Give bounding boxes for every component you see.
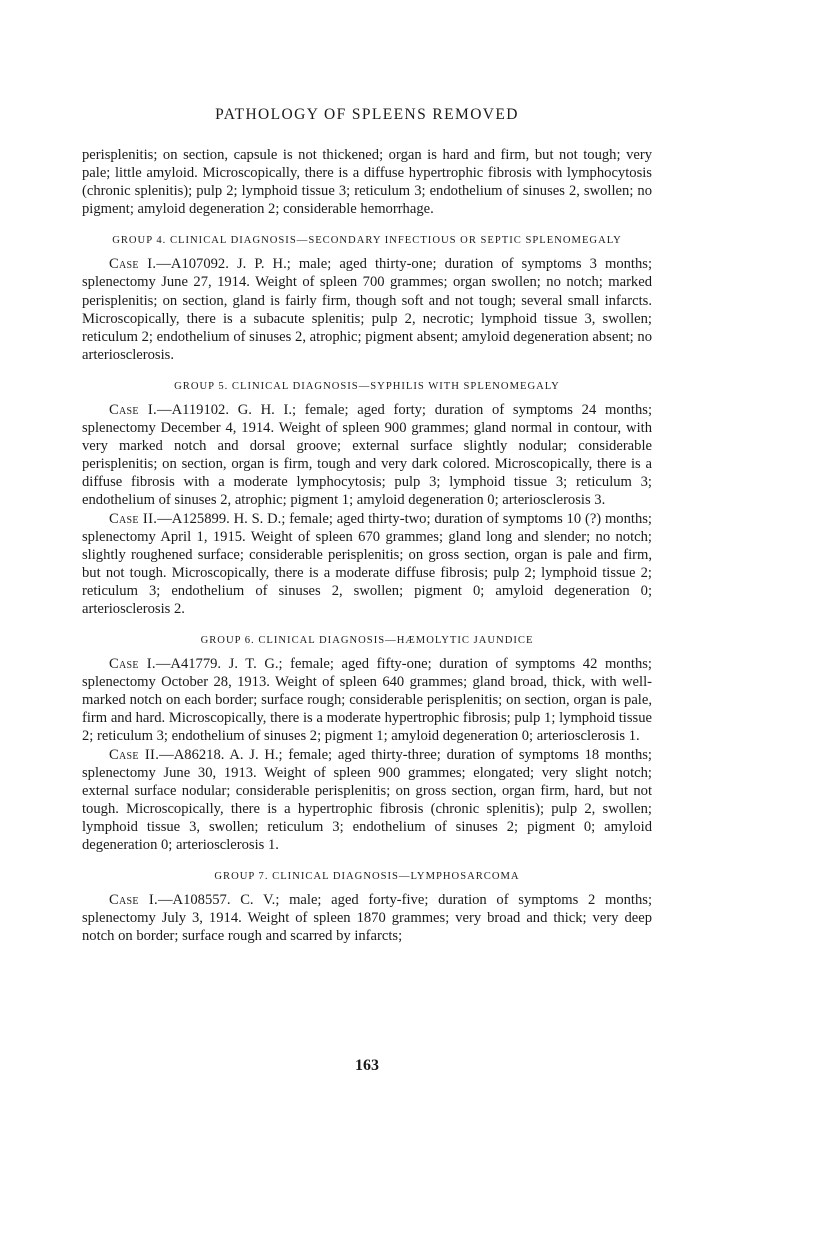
case-label: Case II. (109, 510, 158, 527)
case-paragraph (82, 401, 652, 510)
case-paragraph (82, 255, 652, 364)
group-section (82, 235, 652, 364)
case-text: —A41779. J. T. G.; female; aged fifty-one; duration of symptoms 42 months; splenectomy October 28, 1913. Weight of spleen 640 grammes; gland broad, thick, with well-marked notch on each border; surface rough; considerable perisplenitis; on section, organ is pale, firm and hard. Microscopically, there is a moderate hypertrophic fibrosis; pulp 1; lymphoid tissue 2; reticulum 3; endothelium of sinuses 2; pigment 1; amyloid degeneration 0; arteriosclerosis 1. (82, 656, 652, 745)
case-label: Case I. (109, 401, 157, 418)
group-section (82, 381, 652, 618)
case-paragraph (82, 655, 652, 745)
case-text: —A125899. H. S. D.; female; aged thirty-two; duration of symptoms 10 (?) months; splenectomy April 1, 1915. Weight of spleen 670 grammes; gland long and slender; no notch; slightly roughened surface; considerable perisplenitis; on gross section, organ is pale and firm, but not tough. Microscopically, there is a moderate diffuse fibrosis; pulp 2; lymphoid tissue 2; reticulum 3; endothelium of sinuses 2, swollen; pigment 0; amyloid degeneration 0; arteriosclerosis 2. (82, 510, 652, 617)
case-paragraph (82, 891, 652, 945)
group-heading: GROUP 7. CLINICAL DIAGNOSIS—LYMPHOSARCOMA (214, 871, 520, 883)
group-heading: GROUP 6. CLINICAL DIAGNOSIS—HÆMOLYTIC JAUNDICE (200, 635, 534, 647)
case-label: Case I. (109, 256, 157, 273)
page-number: 163 (355, 1057, 379, 1074)
case-text: —A108557. C. V.; male; aged forty-five; duration of symptoms 2 months; splenectomy July 3, 1914. Weight of spleen 1870 grammes; very broad and thick; very deep notch on border; surface rough and scarred by infarcts; (82, 892, 652, 945)
continuation-paragraph: perisplenitis; on section, capsule is not thickened; organ is hard and firm, but not tough; very pale; little amyloid. Microscopically, there is a diffuse hypertrophic fibrosis with lymphocytosis (chronic splenitis); pulp 2; lymphoid tissue 3; reticulum 3; endothelium of sinuses 2, swollen; no pigment; amyloid degeneration 2; considerable hemorrhage. (82, 147, 652, 218)
case-label: Case I. (109, 892, 158, 909)
case-paragraph (82, 746, 652, 855)
group-section (82, 635, 652, 854)
group-heading: GROUP 4. CLINICAL DIAGNOSIS—SECONDARY INFECTIOUS OR SEPTIC SPLENOMEGALY (112, 235, 622, 247)
running-head: PATHOLOGY OF SPLEENS REMOVED (215, 106, 519, 123)
case-paragraph (82, 510, 652, 619)
body-text (82, 146, 652, 945)
case-label: Case I. (109, 656, 156, 673)
group-heading: GROUP 5. CLINICAL DIAGNOSIS—SYPHILIS WITH SPLENOMEGALY (174, 380, 560, 392)
case-text: —A107092. J. P. H.; male; aged thirty-one; duration of symptoms 3 months; splenectomy June 27, 1914. Weight of spleen 700 grammes; organ swollen; no notch; marked perisplenitis; on section, gland is fairly firm, though soft and not tough; several small infarcts. Microscopically, there is a subacute splenitis; pulp 2, necrotic; lymphoid tissue 3, swollen; reticulum 2; endothelium of sinuses 2, atrophic; pigment absent; amyloid degeneration absent; no arteriosclerosis. (82, 256, 652, 363)
case-text: —A86218. A. J. H.; female; aged thirty-three; duration of symptoms 18 months; splenectomy June 30, 1913. Weight of spleen 900 grammes; elongated; very slight notch; external surface nodular; considerable perisplenitis; on gross section, organ firm, hard, but not tough. Microscopically, there is a hypertrophic fibrosis (chronic splenitis); pulp 2, swollen; lymphoid tissue 3, swollen; reticulum 3; endothelium of sinuses 2; pigment 0; amyloid degeneration 0; arteriosclerosis 1. (82, 746, 652, 853)
group-section (82, 871, 652, 945)
case-text: —A119102. G. H. I.; female; aged forty; duration of symptoms 24 months; splenectomy December 4, 1914. Weight of spleen 900 grammes; gland normal in contour, with very marked notch and dorsal groove; external surface slightly nodular; considerable perisplenitis; on section, organ is firm, tough and very dark colored. Microscopically, there is a diffuse fibrosis with a moderate lymphocytosis; pulp 3; lymphoid tissue 3; reticulum 3; endothelium of sinuses 2, atrophic; pigment 1; amyloid degeneration 0; arteriosclerosis 3. (82, 401, 652, 509)
case-label: Case II. (109, 746, 160, 763)
